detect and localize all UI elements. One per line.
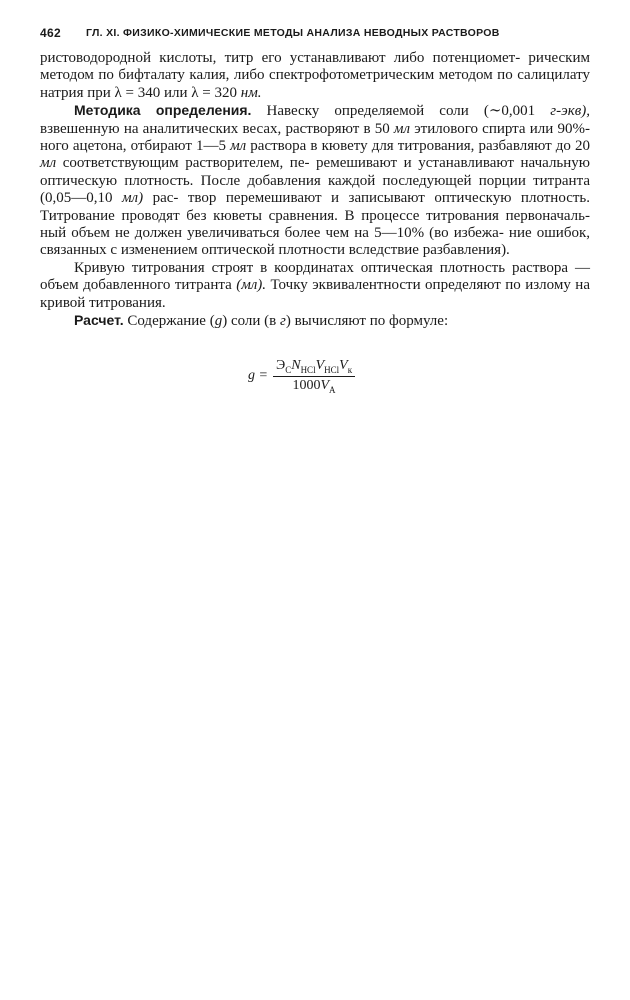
paragraph-calculation: Расчет. Содержание (g) соли (в г) вычисляют по формуле: [74, 312, 449, 330]
formula-denominator: $1000V_A$ [292, 377, 336, 395]
formula-numerator: $Э_CN_{HCl}V_{HCl}V_к$ [273, 358, 355, 377]
running-title: ГЛ. XI. ФИЗИКО-ХИМИЧЕСКИЕ МЕТОДЫ АНАЛИЗА НЕВОДНЫХ РАСТВОРОВ [86, 27, 500, 39]
page-header [40, 26, 592, 46]
formula-fraction [273, 358, 355, 395]
formula [248, 356, 355, 396]
paragraph-method: Методика определения. Навеску определяемой соли (∼0,001 г-экв), взвешенную на аналитических весах, растворяют в 50 мл этилового спирта или 90%-ного ацетона, отбирают 1—5 мл раствора в кювету для титрования, разбавляют до 20 мл соответствующим растворителем, пе- ремешивают и устанавливают начальную оптическую плотность. После добавления каждой последующей порции титранта (0,05—0,10 мл) рас- твор перемешивают и записывают оптическую плотность. Титрование проводят без кюветы сравнения. В процессе титрования первоначаль- ный объем не должен увеличиваться более чем на 5—10% (во избежа- ние ошибок, связанных с изменением оптической плотности вследствие разбавления). [40, 102, 591, 259]
paragraph-continuation: ристоводородной кислоты, титр его устанавливают либо потенциомет- рическим методом по бифталату калия, либо спектрофотометрическим методом по салицилату натрия при λ = 340 или λ = 320 нм. [40, 50, 591, 101]
page-number: 462 [40, 26, 61, 40]
paragraph-curve: Кривую титрования строят в координатах оптическая плотность раствора — объем добавленного титранта (мл). Точку эквивалентности определяют по излому на кривой титрования. [40, 259, 590, 311]
method-heading: Методика определения. [74, 102, 252, 119]
formula-lhs: g = [248, 368, 268, 383]
body-text [40, 50, 590, 331]
calculation-heading: Расчет. [74, 312, 124, 329]
